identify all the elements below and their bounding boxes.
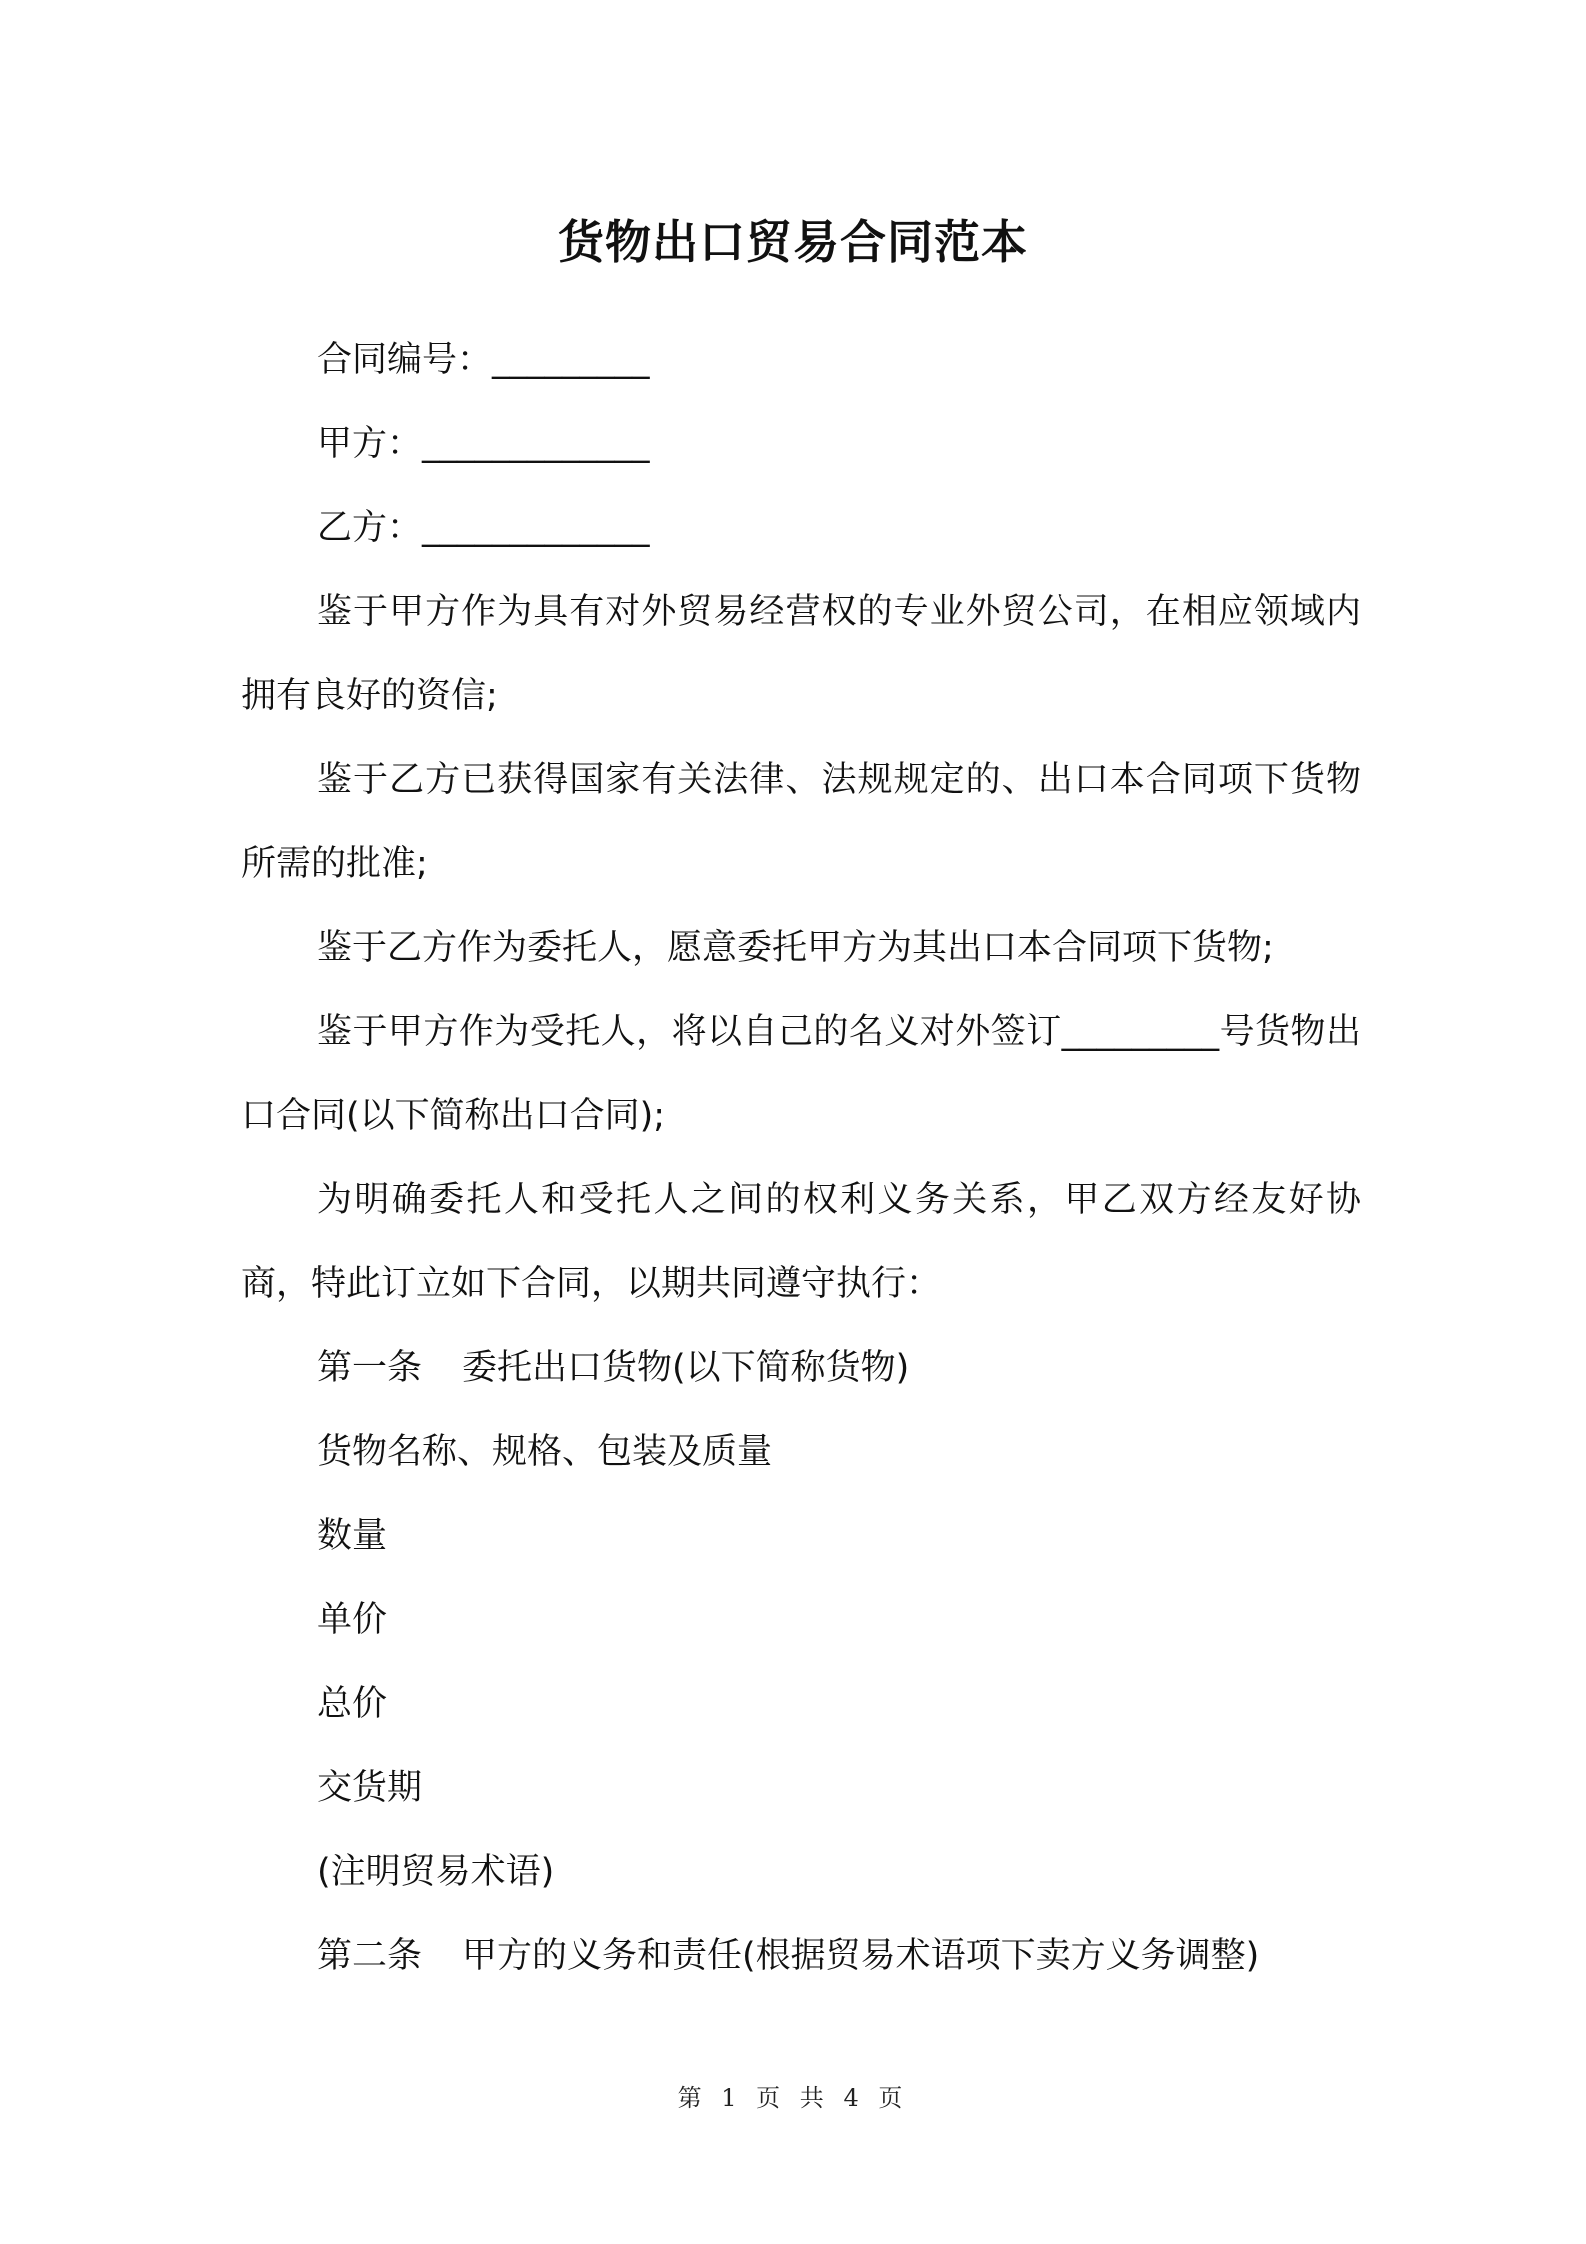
document-title: 货物出口贸易合同范本: [558, 215, 1028, 269]
item-goods-spec: 货物名称、规格、包装及质量: [317, 1432, 773, 1472]
item-total-price: 总价: [317, 1684, 388, 1724]
contract-number-field: 合同编号：_________: [317, 340, 650, 380]
recital-paragraph-2: 鉴于乙方已获得国家有关法律、法规规定的、出口本合同项下货物所需的批准;: [241, 760, 1361, 884]
item-unit-price: 单价: [317, 1600, 388, 1640]
recital-paragraph-3: 鉴于乙方作为委托人，愿意委托甲方为其出口本合同项下货物;: [317, 928, 1274, 968]
article-2-heading: [241, 1914, 1361, 1998]
party-a-field: 甲方：_____________: [317, 424, 650, 464]
article-1-heading: [241, 1326, 1361, 1410]
item-quantity: 数量: [317, 1516, 388, 1556]
item-delivery-period: 交货期: [317, 1768, 423, 1808]
document-body: [241, 318, 1361, 1998]
party-b-field: 乙方：_____________: [317, 508, 650, 548]
page-number-footer: 第 1 页 共 4 页: [677, 2084, 909, 2112]
article-1-title: 委托出口货物(以下简称货物): [462, 1348, 910, 1388]
item-trade-term-note: (注明贸易术语): [317, 1852, 555, 1892]
recital-paragraph-4: 鉴于甲方作为受托人，将以自己的名义对外签订_________号货物出口合同(以下简称出口合同);: [241, 1012, 1361, 1136]
article-1-label: 第一条: [317, 1348, 423, 1388]
recital-paragraph-5: 为明确委托人和受托人之间的权利义务关系，甲乙双方经友好协商，特此订立如下合同，以期共同遵守执行：: [241, 1180, 1361, 1304]
recital-paragraph-1: 鉴于甲方作为具有对外贸易经营权的专业外贸公司，在相应领域内拥有良好的资信;: [241, 592, 1361, 716]
article-2-label: 第二条: [317, 1936, 423, 1976]
article-2-title: 甲方的义务和责任(根据贸易术语项下卖方义务调整): [462, 1936, 1260, 1976]
